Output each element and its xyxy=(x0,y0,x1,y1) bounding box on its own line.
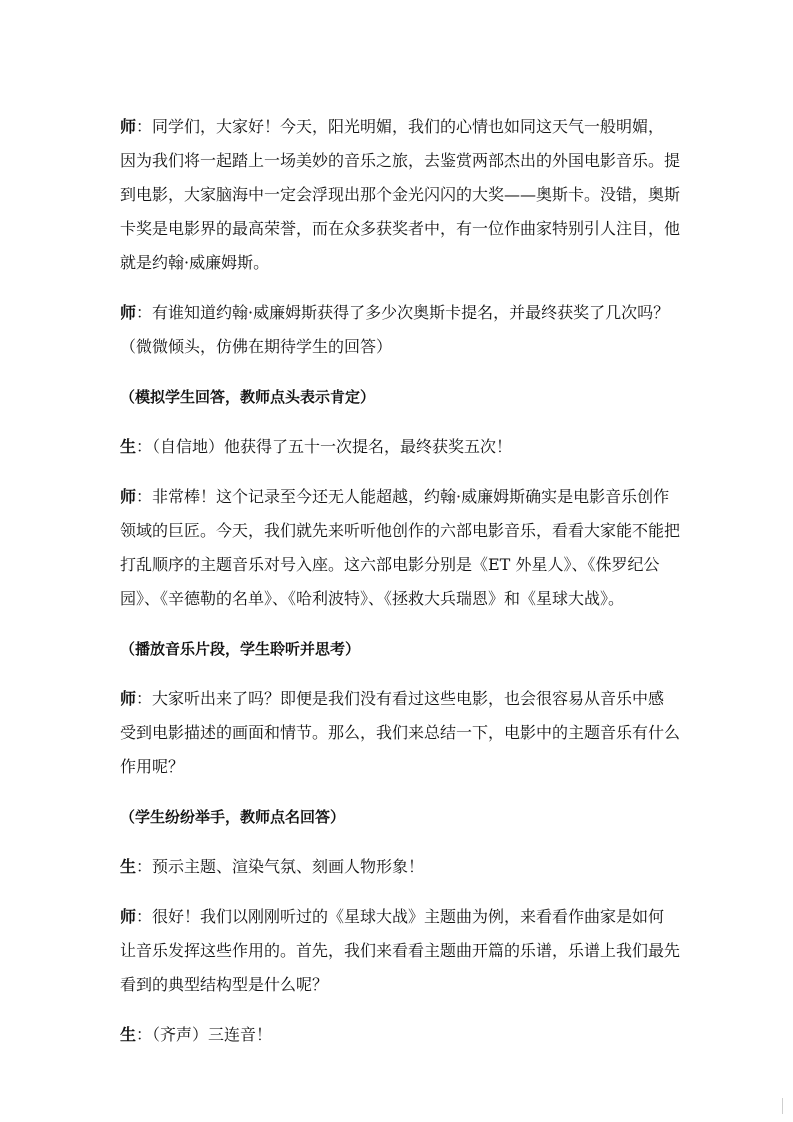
dialogue-paragraph-student xyxy=(120,430,680,464)
speaker-label: 生 xyxy=(120,437,137,456)
speaker-separator: ： xyxy=(136,303,153,322)
speaker-separator: ： xyxy=(136,437,153,456)
stage-direction: （学生纷纷举手，教师点名回答） xyxy=(120,808,346,826)
page-corner-mark xyxy=(782,1098,783,1114)
speaker-separator: ： xyxy=(136,689,153,708)
speaker-separator: ： xyxy=(136,857,153,876)
speaker-label: 师 xyxy=(120,689,137,708)
dialogue-paragraph-teacher xyxy=(120,296,680,364)
speaker-label: 师 xyxy=(120,907,137,926)
dialogue-text: 很好！我们以刚刚听过的《星球大战》主题曲为例，来看看作曲家是如何让音乐发挥这些作用的。首先，我们来看看主题曲开篇的乐谱，乐谱上我们最先看到的典型结构型是什么呢？ xyxy=(120,907,681,994)
dialogue-paragraph-teacher xyxy=(120,682,680,784)
dialogue-paragraph-student xyxy=(120,850,680,884)
dialogue-text: 非常棒！这个记录至今还无人能超越，约翰·威廉姆斯确实是电影音乐创作领域的巨匠。今天，我们就先来听听他创作的六部电影音乐，看看大家能不能把打乱顺序的主题音乐对号入座。这六部电影分别是《ET 外星人》、《侏罗纪公园》、《辛德勒的名单》、《哈利波特》、《拯救大兵瑞恩》和《星球大战》。 xyxy=(120,487,681,608)
dialogue-text: 有谁知道约翰·威廉姆斯获得了多少次奥斯卡提名，并最终获奖了几次吗？（微微倾头，仿佛在期待学生的回答） xyxy=(120,303,670,356)
speaker-label: 生 xyxy=(120,857,137,876)
dialogue-text: （齐声）三连音！ xyxy=(152,1025,273,1044)
speaker-label: 生 xyxy=(120,1025,137,1044)
speaker-separator: ： xyxy=(136,487,153,506)
stage-direction: （播放音乐片段，学生聆听并思考） xyxy=(120,640,361,658)
speaker-separator: ： xyxy=(136,907,153,926)
speaker-label: 师 xyxy=(120,303,137,322)
dialogue-paragraph-teacher xyxy=(120,900,680,1002)
dialogue-text: 大家听出来了吗？即便是我们没有看过这些电影，也会很容易从音乐中感受到电影描述的画面和情节。那么，我们来总结一下，电影中的主题音乐有什么作用呢？ xyxy=(120,689,681,776)
dialogue-text: 预示主题、渲染气氛、刻画人物形象！ xyxy=(152,857,425,876)
speaker-label: 师 xyxy=(120,487,137,506)
stage-direction: （模拟学生回答，教师点头表示肯定） xyxy=(120,388,376,406)
speaker-separator: ： xyxy=(136,117,153,136)
dialogue-paragraph-teacher xyxy=(120,480,680,616)
dialogue-paragraph-student xyxy=(120,1018,680,1052)
speaker-label: 师 xyxy=(120,117,137,136)
dialogue-paragraph-teacher xyxy=(120,110,680,280)
speaker-separator: ： xyxy=(136,1025,153,1044)
document-body xyxy=(120,110,680,1068)
dialogue-text: 同学们，大家好！今天，阳光明媚，我们的心情也如同这天气一般明媚，因为我们将一起踏上一场美妙的音乐之旅，去鉴赏两部杰出的外国电影音乐。提到电影，大家脑海中一定会浮现出那个金光闪闪的大奖——奥斯卡。没错，奥斯卡奖是电影界的最高荣誉，而在众多获奖者中，有一位作曲家特别引人注目，他就是约翰·威廉姆斯。 xyxy=(120,117,681,272)
dialogue-text: （自信地）他获得了五十一次提名，最终获奖五次！ xyxy=(152,437,513,456)
